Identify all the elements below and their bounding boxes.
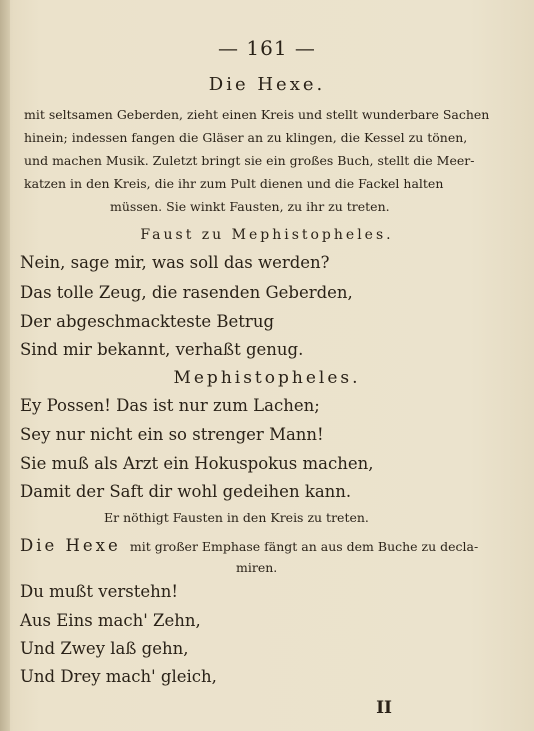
- signature-mark: II: [376, 698, 392, 718]
- page-number: — 161 —: [218, 36, 316, 60]
- verse-line-2: Das tolle Zeug, die rasenden Geberden,: [20, 283, 353, 302]
- verse-line-12: Und Drey mach' gleich,: [20, 667, 217, 686]
- speaker-direction-witch: mit großer Emphase fängt an aus dem Buche zu decla-: [129, 539, 479, 554]
- stage-direction-line-4: katzen in den Kreis, die ihr zum Pult dienen und die Fackel halten: [24, 176, 444, 191]
- verse-line-5: Ey Possen! Das ist nur zum Lachen;: [20, 396, 320, 415]
- verse-line-6: Sey nur nicht ein so strenger Mann!: [20, 425, 324, 444]
- verse-line-7: Sie muß als Arzt ein Hokuspokus machen,: [20, 454, 374, 473]
- stage-direction-line-3: und machen Musik. Zuletzt bringt sie ein großes Buch, stellt die Meer-: [24, 153, 475, 168]
- speaker-line-witch: [20, 536, 478, 555]
- speaker-heading-faust: Faust zu Mephistopheles.: [140, 227, 394, 243]
- speaker-heading-mephisto: Mephistopheles.: [173, 368, 361, 388]
- stage-direction-line-5: müssen. Sie winkt Fausten, zu ihr zu treten.: [110, 199, 390, 214]
- page-gutter: [0, 0, 10, 731]
- verse-line-4: Sind mir bekannt, verhaßt genug.: [20, 340, 304, 359]
- verse-line-9: Du mußt verstehn!: [20, 582, 178, 601]
- verse-line-8: Damit der Saft dir wohl gedeihen kann.: [20, 482, 352, 501]
- verse-line-3: Der abgeschmackteste Betrug: [20, 312, 275, 331]
- speaker-heading-witch: Die Hexe.: [208, 74, 326, 95]
- stage-direction-line-2: hinein; indessen fangen die Gläser an zu klingen, die Kessel zu tönen,: [24, 130, 468, 145]
- verse-line-1: Nein, sage mir, was soll das werden?: [20, 253, 330, 272]
- speaker-name-witch: Die Hexe: [20, 536, 121, 555]
- verse-line-11: Und Zwey laß gehn,: [20, 639, 189, 658]
- stage-direction-line-6: Er nöthigt Fausten in den Kreis zu treten.: [104, 510, 369, 525]
- stage-direction-line-1: mit seltsamen Geberden, zieht einen Kreis und stellt wunderbare Sachen: [24, 107, 490, 122]
- verse-line-10: Aus Eins mach' Zehn,: [20, 611, 201, 630]
- speaker-direction-witch-cont: miren.: [236, 560, 278, 575]
